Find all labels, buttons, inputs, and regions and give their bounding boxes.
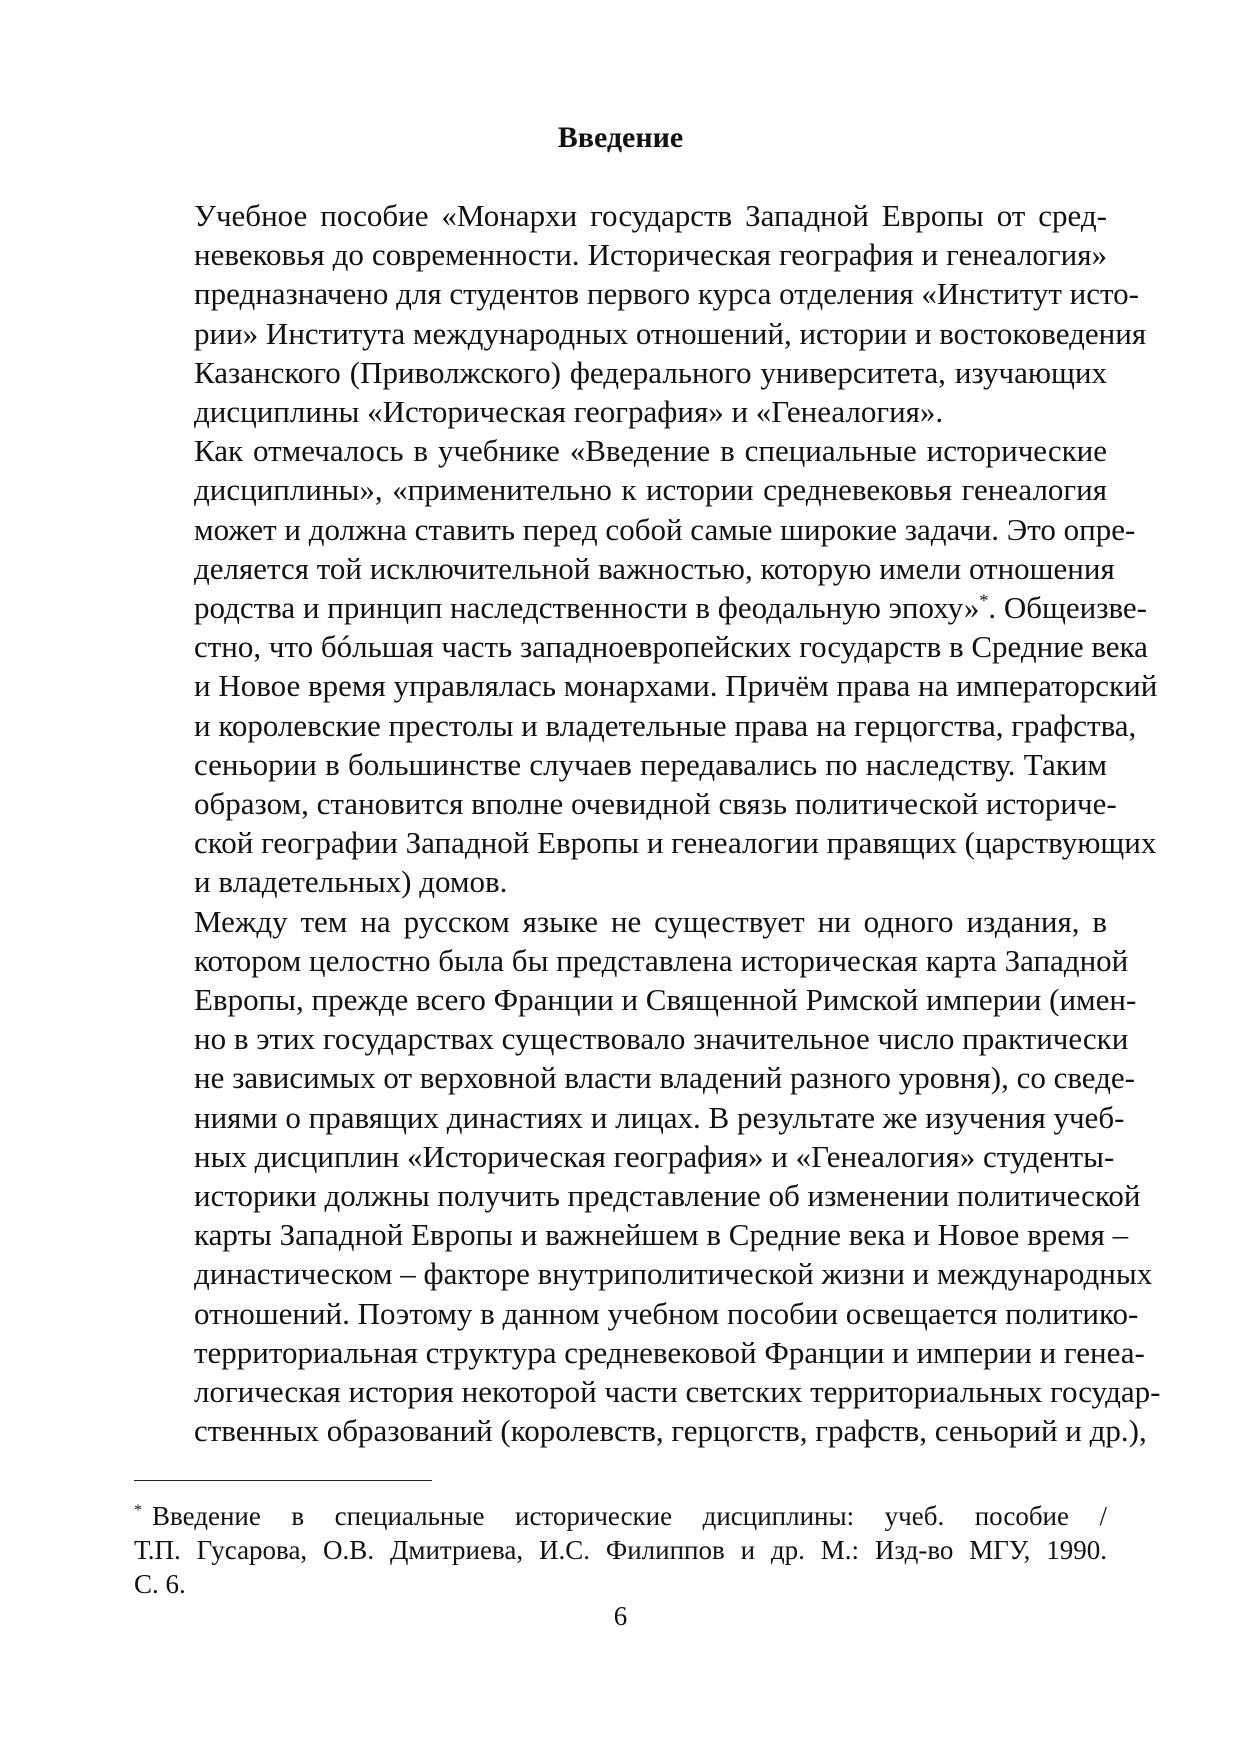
text-line: дисциплины «Историческая география» и «Генеалогия».	[194, 394, 944, 430]
text-line: образом, становится вполне очевидной связь политической историче-	[194, 786, 1117, 822]
text-line: Между тем на русском языке не существует ни одного издания, в	[194, 903, 1107, 939]
text-line: рии» Института международных отношений, истории и востоковедения	[194, 315, 1147, 351]
footnote-text: Введение в специальные исторические дисциплины: учеб. пособие /	[152, 1501, 1107, 1531]
text-line: и владетельных) домов.	[194, 864, 508, 900]
text-line: стно, что бóльшая часть западноевропейских государств в Средние века	[194, 629, 1148, 665]
text-line-with-footnote	[134, 588, 1148, 627]
text-line: котором целостно была бы представлена историческая карта Западной	[194, 942, 1129, 978]
text-line: ственных образований (королевств, герцогств, графств, сеньорий и др.),	[194, 1413, 1147, 1449]
footnote-marker: *	[134, 1502, 142, 1519]
main-text	[134, 196, 1161, 1451]
text-line: предназначено для студентов первого курса отделения «Институт исто-	[194, 276, 1139, 312]
text-line: логическая история некоторой части светских территориальных государ-	[194, 1374, 1161, 1410]
text-segment: родства и принцип наследственности в феодальную эпоху»	[194, 590, 980, 626]
text-line: невековья до современности. Историческая география и генеалогия»	[194, 237, 1107, 273]
text-line: сеньории в большинстве случаев передавались по наследству. Таким	[194, 746, 1107, 782]
page-number: 6	[613, 1601, 628, 1631]
text-line: Как отмечалось в учебнике «Введение в специальные исторические	[194, 433, 1107, 469]
text-line: династическом – факторе внутриполитической жизни и международных	[194, 1256, 1153, 1292]
text-line: но в этих государствах существовало значительное число практически	[194, 1021, 1129, 1057]
footnote	[134, 1499, 1107, 1601]
text-line: ской географии Западной Европы и генеалогии правящих (царствующих	[194, 825, 1157, 861]
footnote-line: Т.П. Гусарова, О.В. Дмитриева, И.С. Филиппов и др. М.: Изд-во МГУ, 1990.	[134, 1535, 1107, 1565]
paragraph-1	[134, 196, 1147, 431]
text-line: может и должна ставить перед собой самые широкие задачи. Это опре-	[194, 511, 1136, 547]
text-line: отношений. Поэтому в данном учебном пособии освещается политико-	[194, 1295, 1139, 1331]
text-line: территориальная структура средневековой Франции и империи и генеа-	[194, 1334, 1145, 1370]
text-line: историки должны получить представление об изменении политической	[194, 1178, 1141, 1214]
footnote-line: С. 6.	[134, 1569, 186, 1599]
text-line: Европы, прежде всего Франции и Священной Римской империи (имен-	[194, 982, 1137, 1018]
text-line: деляется той исключительной важностью, которую имели отношения	[194, 550, 1115, 586]
text-line: не зависимых от верховной власти владений разного уровня), со сведе-	[194, 1060, 1136, 1096]
paragraph-2	[134, 431, 1158, 901]
text-line: карты Западной Европы и важнейшем в Средние века и Новое время –	[194, 1217, 1129, 1253]
page-title: Введение	[557, 121, 684, 154]
footnote-reference[interactable]: *	[979, 590, 989, 611]
text-line: ных дисциплин «Историческая география» и «Генеалогия» студенты-	[194, 1138, 1115, 1174]
text-line: Казанского (Приволжского) федерального университета, изучающих	[194, 354, 1107, 390]
footnote-line	[134, 1499, 1107, 1533]
text-line: дисциплины», «применительно к истории средневековья генеалогия	[194, 472, 1107, 508]
text-line: ниями о правящих династиях и лицах. В результате же изучения учеб-	[194, 1099, 1125, 1135]
footnote-divider	[134, 1480, 432, 1481]
text-line: Учебное пособие «Монархи государств Западной Европы от сред-	[194, 198, 1107, 233]
text-line: и королевские престолы и владетельные права на герцогства, графства,	[194, 707, 1137, 743]
paragraph-3	[134, 902, 1161, 1451]
text-segment: . Общеизве-	[988, 590, 1148, 626]
text-line: и Новое время управлялась монархами. Причём права на императорский	[194, 668, 1158, 704]
